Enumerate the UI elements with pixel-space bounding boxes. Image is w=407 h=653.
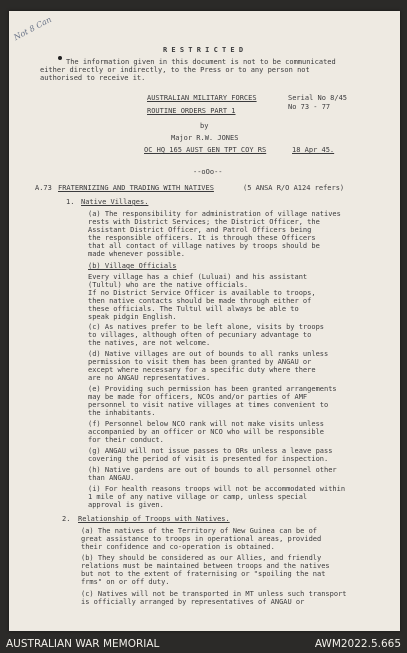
body-line: the natives, are not welcome.	[88, 339, 211, 347]
section-2-number: 2.	[62, 515, 71, 523]
body-line: (c) As natives prefer to be left alone, visits by troops	[88, 323, 325, 331]
body-line: Every village has a chief (Luluai) and his assistant	[88, 273, 308, 281]
body-line: these officials. The Tultul will always be able to	[88, 305, 299, 313]
body-line: then native contacts should be made through either of	[88, 297, 312, 305]
order-reference: (5 ANSA R/O A124 refers)	[243, 184, 345, 192]
notice-line-3: authorised to receive it.	[40, 74, 146, 82]
body-line: frms" on or off duty.	[81, 578, 170, 586]
body-line: their confidence and co-operation is obtained.	[81, 543, 275, 551]
footer-accession-number: AWM2022.5.665	[314, 637, 401, 650]
body-line: approval is given.	[88, 501, 164, 509]
body-line: (c) Natives will not be transported in MT unless such transport	[81, 590, 347, 598]
punch-mark	[58, 56, 62, 60]
body-line: relations must be maintained between troops and the natives	[81, 562, 330, 570]
section-1-number: 1.	[66, 198, 75, 206]
separator: --oOo--	[193, 168, 223, 176]
order-number: A.73	[35, 184, 52, 192]
body-line: rests with District Services; the District Officer, the	[88, 218, 320, 226]
body-line: covering the period of visit is presented for inspection.	[88, 455, 329, 463]
force-heading: AUSTRALIAN MILITARY FORCES	[147, 94, 257, 102]
body-line: 1 mile of any native village or camp, unless special	[88, 493, 308, 501]
body-line: permission to visit them has been granted by ANGAU or	[88, 358, 312, 366]
body-line: the inhabitants.	[88, 409, 156, 417]
by-line: by	[200, 122, 209, 130]
body-line: the responsible officers. It is through these Officers	[88, 234, 316, 242]
body-line: may be made for officers, NCOs and/or parties of AMF	[88, 393, 308, 401]
body-line: (b) Village Officials	[88, 262, 177, 270]
body-line: than ANGAU.	[88, 474, 135, 482]
body-line: Assistant District Officer, and Patrol Officers being	[88, 226, 312, 234]
body-line: (a) The natives of the Territory of New Guinea can be of	[81, 527, 318, 535]
footer-bar	[0, 634, 407, 653]
body-line: (i) For health reasons troops will not be accommodated within	[88, 485, 346, 493]
notice-line-2: either directly or indirectly, to the Press or to any person not	[40, 66, 310, 74]
serial-number: Serial No 8/45	[288, 94, 348, 102]
body-line: (d) Native villages are out of bounds to all ranks unless	[88, 350, 329, 358]
body-line: personnel to visit native villages at times convenient to	[88, 401, 329, 409]
body-line: If no District Service Officer is available to troops,	[88, 289, 316, 297]
body-line: for their conduct.	[88, 436, 164, 444]
body-line: (f) Personnel below NCO rank will not make visits unless	[88, 420, 325, 428]
body-line: great assistance to troops in operational areas, provided	[81, 535, 322, 543]
orders-numbers: No 73 - 77	[288, 103, 331, 111]
handwritten-note: Not 8 Can	[12, 14, 53, 43]
body-line: made whenever possible.	[88, 250, 185, 258]
body-line: accompanied by an officer or NCO who will be responsible	[88, 428, 325, 436]
body-line: except where necessary for a specific duty where there	[88, 366, 316, 374]
body-line: speak pidgin English.	[88, 313, 177, 321]
major-name: Major R.W. JONES	[171, 134, 239, 142]
section-1-title: Native Villages.	[81, 198, 149, 206]
body-line: to villages, although often of pecuniary advantage to	[88, 331, 312, 339]
orders-title: ROUTINE ORDERS PART 1	[147, 107, 236, 115]
body-line: (a) The responsibility for administration of village natives	[88, 210, 341, 218]
body-line: is officially arranged by representatives of ANGAU or	[81, 598, 305, 606]
notice-line-1: The information given in this document is not to be communicated	[66, 58, 336, 66]
body-line: (Tultul) who are the native officials.	[88, 281, 249, 289]
body-line: but not to the extent of fraternising or "spoiling the nat	[81, 570, 326, 578]
commanding-unit: OC HQ 165 AUST GEN TPT COY RS	[144, 146, 267, 154]
section-2-title: Relationship of Troops with Natives.	[78, 515, 230, 523]
order-heading: FRATERNIZING AND TRADING WITH NATIVES	[58, 184, 214, 192]
body-line: (b) They should be considered as our Allies, and friendly	[81, 554, 322, 562]
restricted-heading: R E S T R I C T E D	[163, 46, 244, 54]
body-line: (h) Native gardens are out of bounds to all personnel other	[88, 466, 337, 474]
body-line: (e) Providing such permission has been granted arrangements	[88, 385, 337, 393]
body-line: are no ANGAU representatives.	[88, 374, 211, 382]
footer-source: AUSTRALIAN WAR MEMORIAL	[6, 637, 160, 650]
order-date: 18 Apr 45.	[292, 146, 335, 154]
body-line: that all contact of village natives by troops should be	[88, 242, 320, 250]
body-line: (g) ANGAU will not issue passes to ORs unless a leave pass	[88, 447, 333, 455]
